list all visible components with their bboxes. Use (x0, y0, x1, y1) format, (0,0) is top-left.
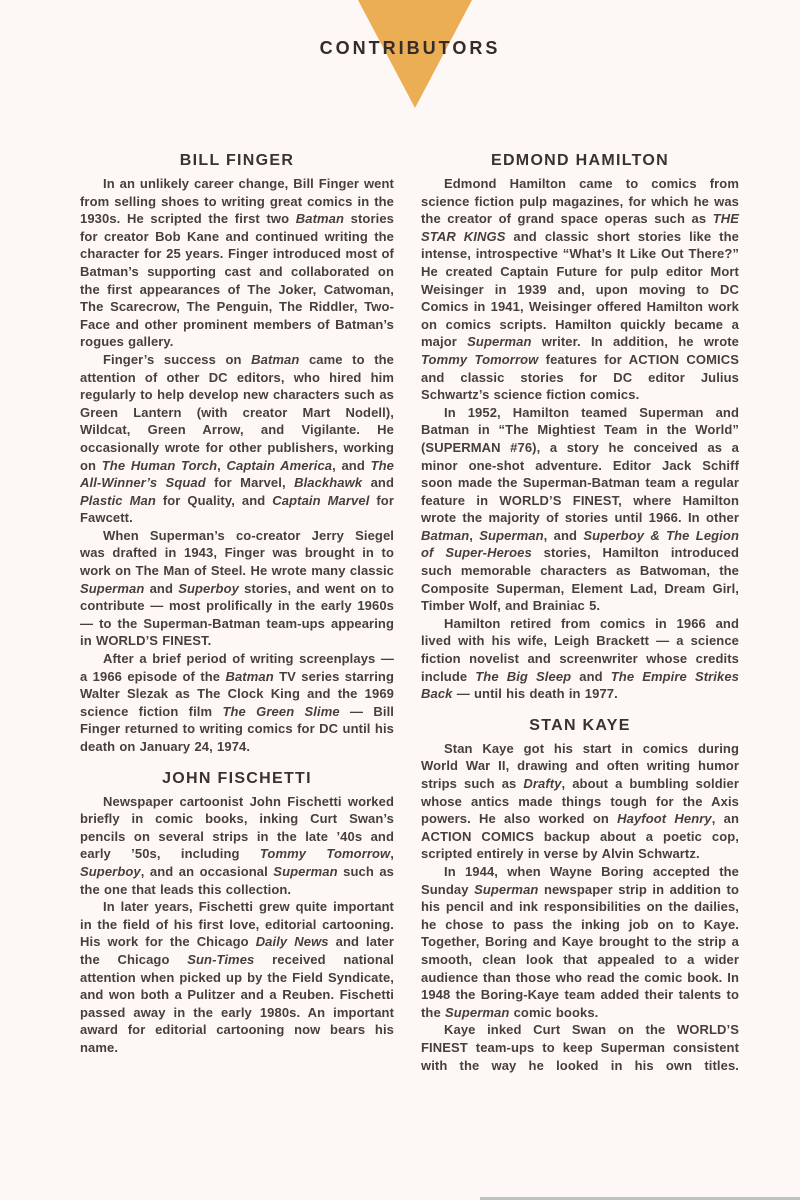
bio-paragraph: In an unlikely career change, Bill Finger went from selling shoes to writing great comics in the 1930s. He scripted the first two Batman stories for creator Bob Kane and continued writing the character for 25 years. Finger introduced most of Batman’s supporting cast and collaborated on the first appearances of The Joker, Catwoman, The Scarecrow, The Penguin, The Riddler, Two-Face and other prominent members of Batman’s rogues gallery. (80, 176, 394, 350)
section-heading: EDMOND HAMILTON (490, 152, 669, 169)
section-heading: JOHN FISCHETTI (162, 769, 312, 787)
section-heading: BILL FINGER (179, 152, 295, 169)
page-title: CONTRIBUTORS (319, 38, 501, 58)
bio-paragraph: Finger’s success on Batman came to the attention of other DC editors, who hired him regularly to help develop new characters such as Green Lantern (with creator Mart Nodell), Wildcat, Green Arrow, and Vigilante. He occasionally wrote for other publishers, working on The Human Torch, Captain America, and The All-Winner’s Squad for Marvel, Blackhawk and Plastic Man for Quality, and Captain Marvel for Fawcett. (80, 351, 394, 526)
bio-paragraph: Edmond Hamilton came to comics from science fiction pulp magazines, for which he was the creator of grand space operas such as THE STAR KINGS and classic short stories like the intense, introspective “What’s It Like Out There?” He created Captain Future for pulp editor Mort Weisinger in 1939 and, upon moving to DC Comics in 1941, Weisinger offered Hamilton work on comics scripts. Hamilton quickly became a major Superman writer. In addition, he wrote Tommy Tomorrow features for ACTION COMICS and classic stories for DC editor Julius Schwartz’s science fiction comics. (421, 176, 739, 403)
bio-paragraph: Stan Kaye got his start in comics during World War II, drawing and often writing humor strips such as Drafty, about a bumbling soldier whose antics made things tough for the Axis powers. He also worked on Hayfoot Henry, an ACTION COMICS backup about a poetic cop, scripted entirely in verse by Alvin Schwartz. (421, 740, 740, 862)
bio-paragraph: When Superman’s co-creator Jerry Siegel was drafted in 1943, Finger was brought in to work on The Man of Steel. He wrote many classic Superman and Superboy stories, and went on to contribute — most prolifically in the early 1960s — to the Superman-Batman team-ups appearing in WORLD’S FINEST. (80, 527, 395, 649)
bio-paragraph: Hamilton retired from comics in 1966 and lived with his wife, Leigh Brackett — a science fiction novelist and screenwriter whose credits include The Big Sleep and The Empire Strikes Back — until his death in 1977. (421, 615, 740, 702)
bio-paragraph: Kaye inked Curt Swan on the WORLD’S FINEST team-ups to keep Superman consistent with the way he looked in his own titles. (421, 1022, 739, 1073)
bio-paragraph: In 1944, when Wayne Boring accepted the Sunday Superman newspaper strip in addition to his pencil and ink responsibilities on the dailies, he chose to pass the inking job on to Kaye. Together, Boring and Kaye brought to the strip a smooth, clean look that appealed to a wider audience than those who read the comic book. In 1948 the Boring-Kaye team added their talents to the Superman comic books. (421, 863, 739, 1020)
bio-paragraph: In later years, Fischetti grew quite important in the field of his first love, editorial cartooning. His work for the Chicago Daily News and later the Chicago Sun-Times received national attention when picked up by the Field Syndicate, and won both a Pulitzer and a Reuben. Fischetti passed away in the early 1980s. An important award for editorial cartooning now bears his name. (80, 899, 394, 1055)
left-column (80, 150, 394, 1057)
right-column (421, 150, 739, 1074)
bio-paragraph: After a brief period of writing screenplays — a 1966 episode of the Batman TV series starring Walter Slezak as The Clock King and the 1969 science fiction film The Green Slime — Bill Finger returned to writing comics for DC until his death on January 24, 1974. (80, 651, 394, 754)
bio-paragraph: Newspaper cartoonist John Fischetti worked briefly in comic books, inking Curt Swan’s pencils on several strips in the late ’40s and early ’50s, including Tommy Tomorrow, Superboy, and an occasional Superman such as the one that leads this collection. (80, 793, 394, 897)
section-heading: STAN KAYE (529, 716, 631, 734)
bio-paragraph: In 1952, Hamilton teamed Superman and Batman in “The Mightiest Team in the World” (SUPERMAN #76), a story he conceived as a minor one-shot adventure. Editor Jack Schiff soon made the Superman-Batman team a regular feature in WORLD’S FINEST, where Hamilton wrote the majority of stories until 1966. In other Batman, Superman, and Superboy & The Legion of Super-Heroes stories, Hamilton introduced such memorable characters as Batwoman, the Composite Superman, Element Lad, Dream Girl, Timber Wolf, and Brainiac 5. (421, 404, 739, 614)
